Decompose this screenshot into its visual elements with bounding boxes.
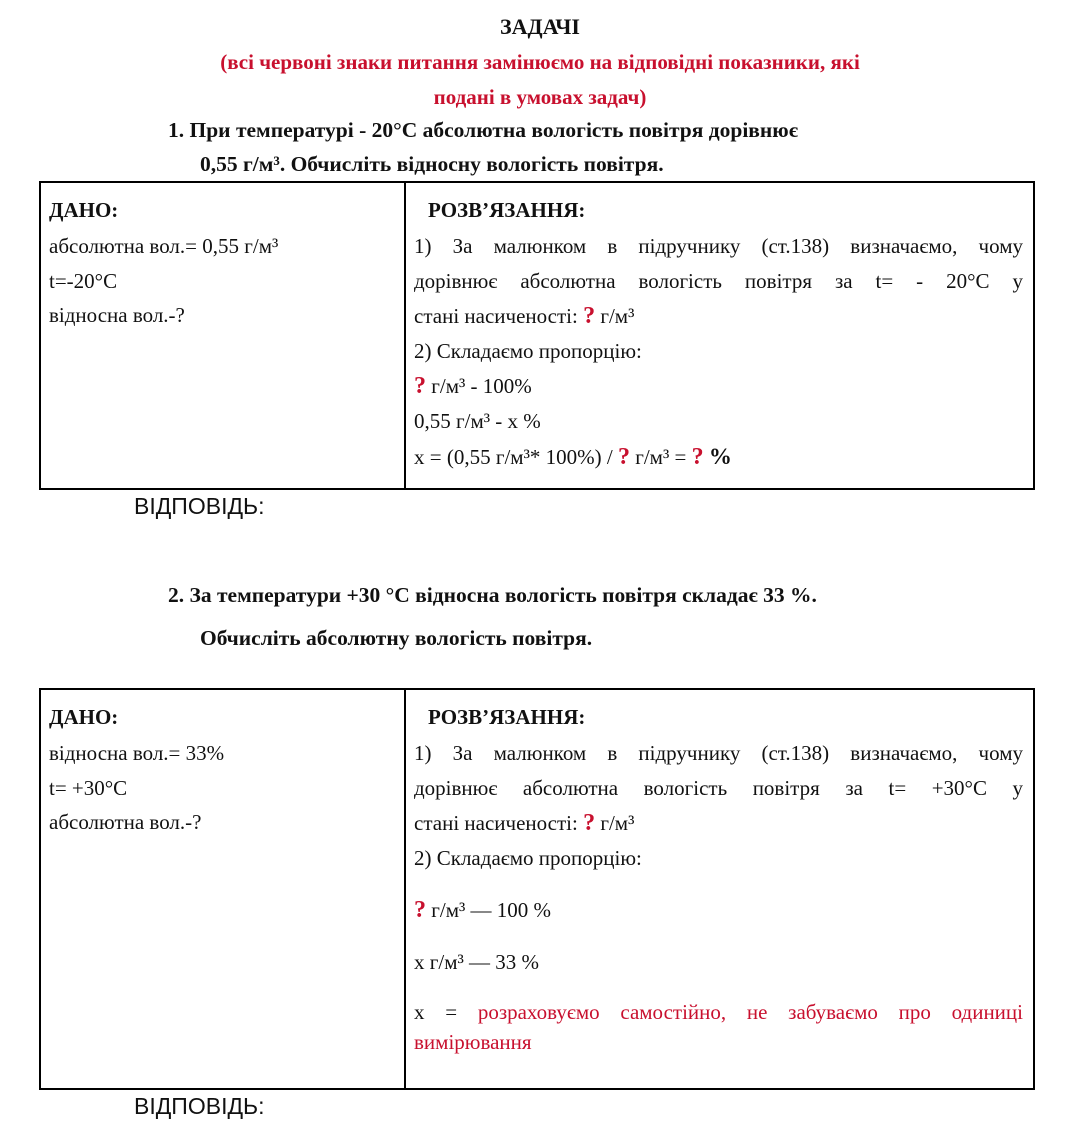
task1-statement-line1: 1. При температурі - 20°С абсолютна вологість повітря дорівнює — [168, 118, 799, 142]
task2-given-line: абсолютна вол.-? — [49, 810, 202, 834]
task2-result — [414, 997, 1023, 1057]
question-mark: ? — [414, 897, 426, 923]
question-mark: ? — [617, 444, 630, 470]
task2-proportion-line2: х г/м³ — 33 % — [414, 950, 540, 974]
task1-formula: х = (0,55 г/м³* 100%) / ? г/м³ = ? % — [414, 444, 732, 470]
task1-step1-line3: стані насиченості: ? г/м³ — [414, 303, 635, 329]
task2-statement-line2: Обчисліть абсолютну вологість повітря. — [200, 626, 593, 650]
task2-solution-cell — [405, 689, 1034, 1089]
task2-step2: 2) Складаємо пропорцію: — [414, 846, 642, 870]
task1-statement-line2: 0,55 г/м³. Обчисліть відносну вологість повітря. — [200, 152, 664, 176]
task2-given-header: ДАНО: — [49, 705, 119, 729]
task1-step1-line2: дорівнює абсолютна вологість повітря за t= - 20°С у — [414, 269, 1023, 293]
percent-sign: % — [708, 444, 732, 469]
task1-step1-line1: 1) За малюнком в підручнику (ст.138) визначаємо, чому — [414, 234, 1023, 258]
task1-proportion-line1: ? г/м³ - 100% — [414, 373, 532, 399]
page-title: ЗАДАЧІ — [500, 14, 580, 39]
task1-given-line: t=-20°С — [49, 268, 118, 293]
task2-statement-line1: 2. За температури +30 °С відносна вологість повітря складає 33 %. — [168, 583, 817, 607]
task1-step2: 2) Складаємо пропорцію: — [414, 339, 642, 363]
task1-proportion-line2: 0,55 г/м³ - х % — [414, 409, 541, 433]
task2-answer-label: ВІДПОВІДЬ: — [134, 1093, 265, 1119]
task2-table — [39, 688, 1035, 1090]
task1-answer-label: ВІДПОВІДЬ: — [134, 493, 265, 519]
task1-solution-cell — [405, 182, 1034, 489]
task1-given-header: ДАНО: — [49, 198, 119, 222]
question-mark: ? — [414, 373, 426, 399]
task2-result-prefix: х = — [414, 1000, 458, 1024]
task2-result-note-line1: розраховуємо самостійно, не забуваємо про одиниці — [477, 1000, 1023, 1024]
instruction-note-line2: подані в умовах задач) — [433, 85, 647, 109]
task2-step1-line2: дорівнює абсолютна вологість повітря за t= +30°С у — [414, 776, 1023, 800]
instruction-note-line1: (всі червоні знаки питання замінюємо на відповідні показники, які — [220, 50, 860, 74]
task2-given-line: відносна вол.= 33% — [49, 741, 225, 765]
task1-given-line: відносна вол.-? — [49, 303, 185, 327]
task2-step1-line1: 1) За малюнком в підручнику (ст.138) визначаємо, чому — [414, 741, 1023, 765]
task1-table — [39, 181, 1035, 490]
task2-given-line: t= +30°С — [49, 775, 128, 800]
task1-solution-header: РОЗВ’ЯЗАННЯ: — [428, 198, 586, 222]
task1-given-line: абсолютна вол.= 0,55 г/м³ — [49, 234, 279, 258]
task2-step1-line3: стані насиченості: ? г/м³ — [414, 810, 635, 836]
question-mark: ? — [583, 303, 596, 329]
task2-solution-header: РОЗВ’ЯЗАННЯ: — [428, 705, 586, 729]
question-mark: ? — [691, 444, 704, 470]
task2-proportion-line1: ? г/м³ — 100 % — [414, 897, 552, 923]
task2-result-note-line2: вимірювання — [414, 1030, 532, 1054]
task2-given-cell — [40, 689, 405, 1089]
task1-given-cell — [40, 182, 405, 489]
question-mark: ? — [583, 810, 596, 836]
